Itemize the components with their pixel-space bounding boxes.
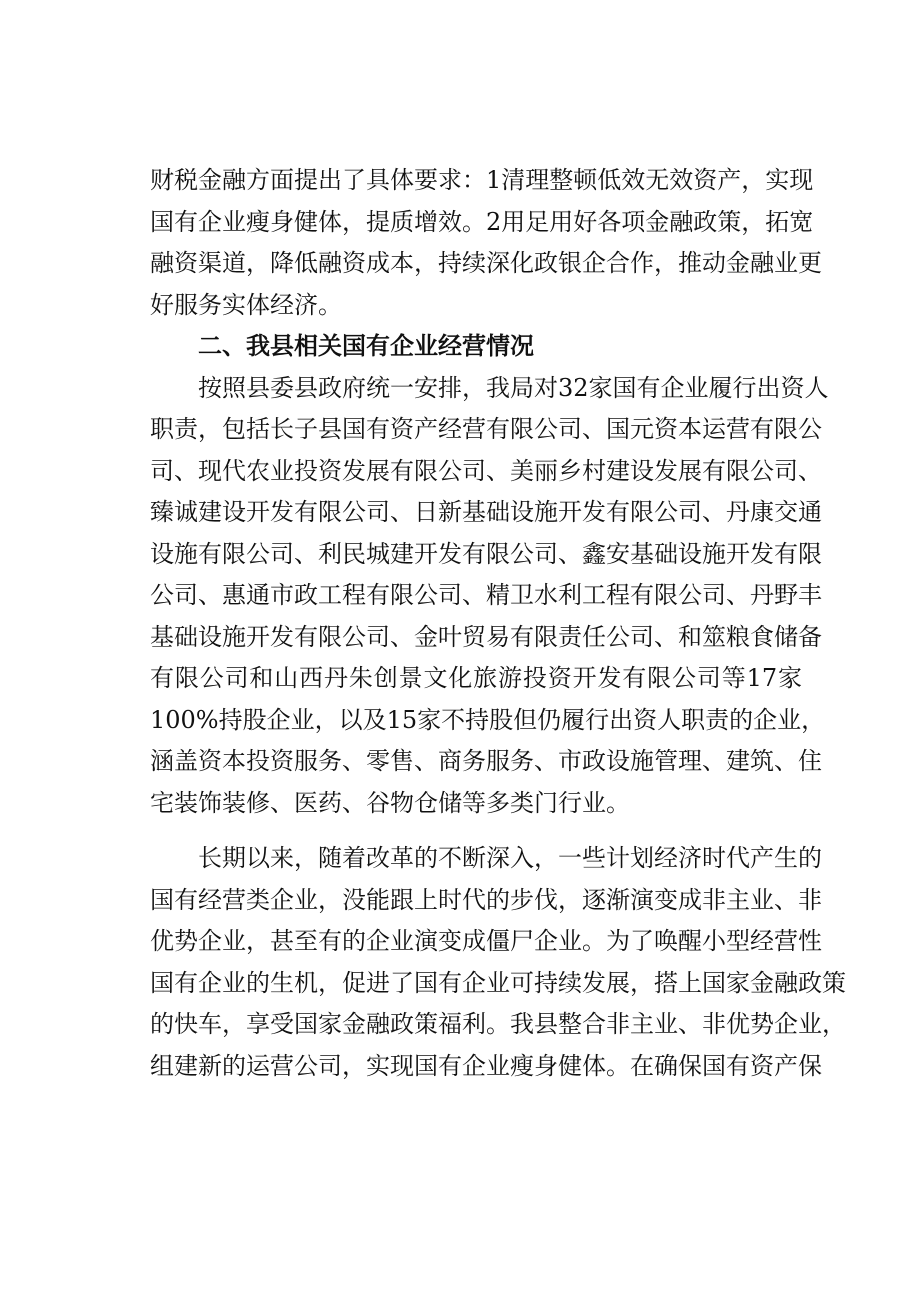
paragraph-line: 臻诚建设开发有限公司、日新基础设施开发有限公司、丹康交通: [150, 498, 822, 526]
paragraph-line: 优势企业，甚至有的企业演变成僵尸企业。为了唤醒小型经营性: [150, 927, 822, 955]
section-heading: 二、我县相关国有企业经营情况: [198, 332, 534, 360]
paragraph-line: 组建新的运营公司，实现国有企业瘦身健体。在确保国有资产保: [150, 1051, 822, 1080]
paragraph-line: 基础设施开发有限公司、金叶贸易有限责任公司、和筮粮食储备: [150, 622, 822, 651]
document-body: [150, 160, 846, 1087]
paragraph-line: 国有经营类企业，没能跟上时代的步伐，逐渐演变成非主业、非: [150, 885, 822, 914]
paragraph-line: 长期以来，随着改革的不断深入，一些计划经济时代产生的: [198, 844, 822, 872]
paragraph-line: 宅装饰装修、医药、谷物仓储等多类门行业。: [150, 788, 630, 817]
paragraph-line: 有限公司和山西丹朱创景文化旅游投资开发有限公司等17家: [150, 664, 802, 692]
paragraph-line: 100%持股企业，以及15家不持股但仍履行出资人职责的企业，: [150, 705, 826, 734]
paragraph-line: 司、现代农业投资发展有限公司、美丽乡村建设发展有限公司、: [150, 456, 822, 485]
paragraph-line: 国有企业的生机，促进了国有企业可持续发展，搭上国家金融政策: [150, 968, 846, 997]
paragraph-line: 融资渠道，降低融资成本，持续深化政银企合作，推动金融业更: [150, 249, 822, 277]
paragraph-line: 好服务实体经济。: [150, 290, 342, 319]
paragraph-line: 设施有限公司、利民城建开发有限公司、鑫安基础设施开发有限: [150, 539, 822, 568]
paragraph-line: 职责，包括长子县国有资产经营有限公司、国元资本运营有限公: [150, 415, 822, 443]
paragraph-line: 涵盖资本投资服务、零售、商务服务、市政设施管理、建筑、住: [150, 747, 822, 775]
paragraph-line: 公司、惠通市政工程有限公司、精卫水利工程有限公司、丹野丰: [150, 581, 822, 609]
paragraph-tax-finance: [150, 160, 822, 326]
paragraph-spacer: [150, 824, 802, 838]
paragraph-line: 财税金融方面提出了具体要求：1清理整顿低效无效资产，实现: [150, 166, 814, 194]
paragraph-reform: [150, 838, 846, 1087]
paragraph-line: 按照县委县政府统一安排，我局对32家国有企业履行出资人: [198, 373, 829, 402]
paragraph-enterprise-list: [150, 368, 829, 825]
paragraph-line: 国有企业瘦身健体，提质增效。2用足用好各项金融政策，拓宽: [150, 207, 814, 236]
paragraph-line: 的快车，享受国家金融政策福利。我县整合非主业、非优势企业，: [150, 1010, 846, 1038]
